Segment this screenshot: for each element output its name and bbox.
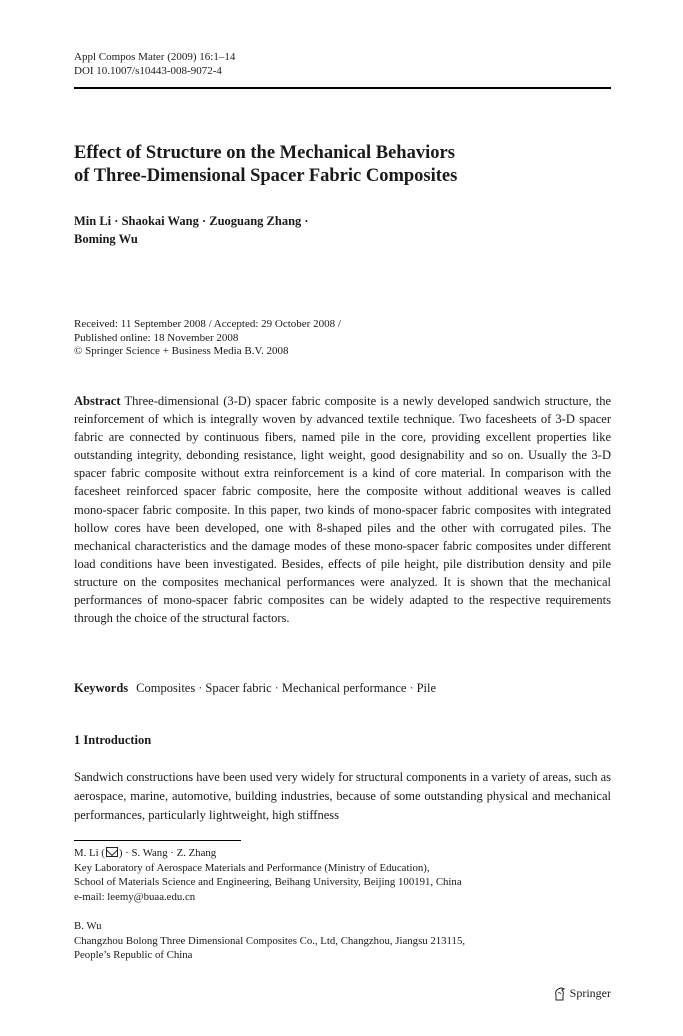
title-line-1: Effect of Structure on the Mechanical Behaviors bbox=[74, 143, 455, 163]
keywords bbox=[74, 679, 436, 697]
introduction-paragraph: Sandwich constructions have been used very widely for structural components in a variety of areas, such as aerospace, marine, automotive, building industries, because of some outstanding physical and mechanical performances, particularly lightweight, high stiffness bbox=[74, 770, 611, 822]
published-online: Published online: 18 November 2008 bbox=[74, 331, 239, 344]
copyright: © Springer Science + Business Media B.V. 2008 bbox=[74, 345, 289, 357]
header-rule bbox=[74, 87, 611, 89]
footnote-author-names bbox=[74, 846, 462, 861]
keywords-label: Keywords bbox=[74, 681, 129, 695]
springer-horse-icon bbox=[553, 987, 566, 1001]
authors-line-2: Boming Wu bbox=[74, 232, 138, 246]
author-name-prefix: M. Li ( bbox=[74, 847, 105, 859]
title-line-2: of Three-Dimensional Spacer Fabric Composites bbox=[74, 166, 458, 186]
email-line[interactable]: e-mail: leemy@buaa.edu.cn bbox=[74, 890, 196, 903]
keyword-item: Spacer fabric bbox=[205, 681, 272, 695]
authors-line-1: Min Li · Shaokai Wang · Zuoguang Zhang · bbox=[74, 214, 309, 228]
received-accepted: Received: 11 September 2008 / Accepted: 29 October 2008 / bbox=[74, 318, 341, 330]
author-list bbox=[74, 212, 309, 248]
journal-reference bbox=[74, 51, 235, 78]
affiliation-line: Changzhou Bolong Three Dimensional Composites Co., Ltd, Changzhou, Jiangsu 213115, bbox=[74, 934, 466, 947]
abstract-label: Abstract bbox=[74, 394, 121, 408]
keyword-item: Mechanical performance bbox=[281, 681, 407, 695]
author-name-suffix: ) · S. Wang · Z. Zhang bbox=[118, 847, 217, 859]
keyword-separator: · bbox=[198, 681, 203, 695]
section-heading-introduction: 1 Introduction bbox=[74, 733, 152, 747]
footnote-author-name: B. Wu bbox=[74, 920, 102, 932]
footnote-author-2 bbox=[74, 919, 465, 963]
journal-citation: Appl Compos Mater (2009) 16:1–14 bbox=[74, 51, 236, 63]
affiliation-line: Key Laboratory of Aerospace Materials and Performance (Ministry of Education), bbox=[74, 861, 430, 874]
abstract-text: Three-dimensional (3-D) spacer fabric composite is a newly developed sandwich structure, the reinforcement of which is integrally woven by advanced textile technique. Two facesheets of 3-D spacer fabric are connected by continuous fibers, named pile in the core, providing excellent properties like outstanding integrity, debonding resistance, light weight, good designability and so on. Usually the 3-D spacer fabric composite without extra reinforcement is a kind of core material. In comparison with the facesheet reinforced spacer fabric composite, here the composite without additional weaves is called mono-spacer fabric composite. In this paper, two kinds of mono-spacer fabric composites with integrated hollow cores have been developed, one with 8-shaped piles and the other with corrugated piles. The mechanical characteristics and the damage modes of these mono-spacer fabric composites under different load conditions have been investigated. Besides, effects of pile height, pile distribution density and pile structure on the composites mechanical performances were analyzed. It is shown that the mechanical performances of mono-spacer fabric composites can be widely adapted to the respective requirements through the choice of the structural factors. bbox=[74, 394, 611, 626]
affiliation-line: School of Materials Science and Engineering, Beihang University, Beijing 100191, China bbox=[74, 876, 462, 888]
keyword-item: Composites bbox=[136, 681, 196, 695]
envelope-icon bbox=[106, 847, 118, 857]
affiliation-line: People’s Republic of China bbox=[74, 949, 193, 961]
publisher-name: Springer bbox=[569, 986, 611, 1000]
keyword-separator: · bbox=[409, 681, 414, 695]
paper-title bbox=[74, 142, 457, 188]
keyword-item: Pile bbox=[416, 681, 437, 695]
footnote-rule bbox=[74, 840, 241, 841]
abstract bbox=[74, 392, 611, 627]
publication-dates bbox=[74, 318, 341, 359]
footnote-author-1 bbox=[74, 846, 462, 904]
doi: DOI 10.1007/s10443-008-9072-4 bbox=[74, 64, 222, 77]
publisher-logo bbox=[553, 986, 611, 1001]
keyword-separator: · bbox=[274, 681, 279, 695]
